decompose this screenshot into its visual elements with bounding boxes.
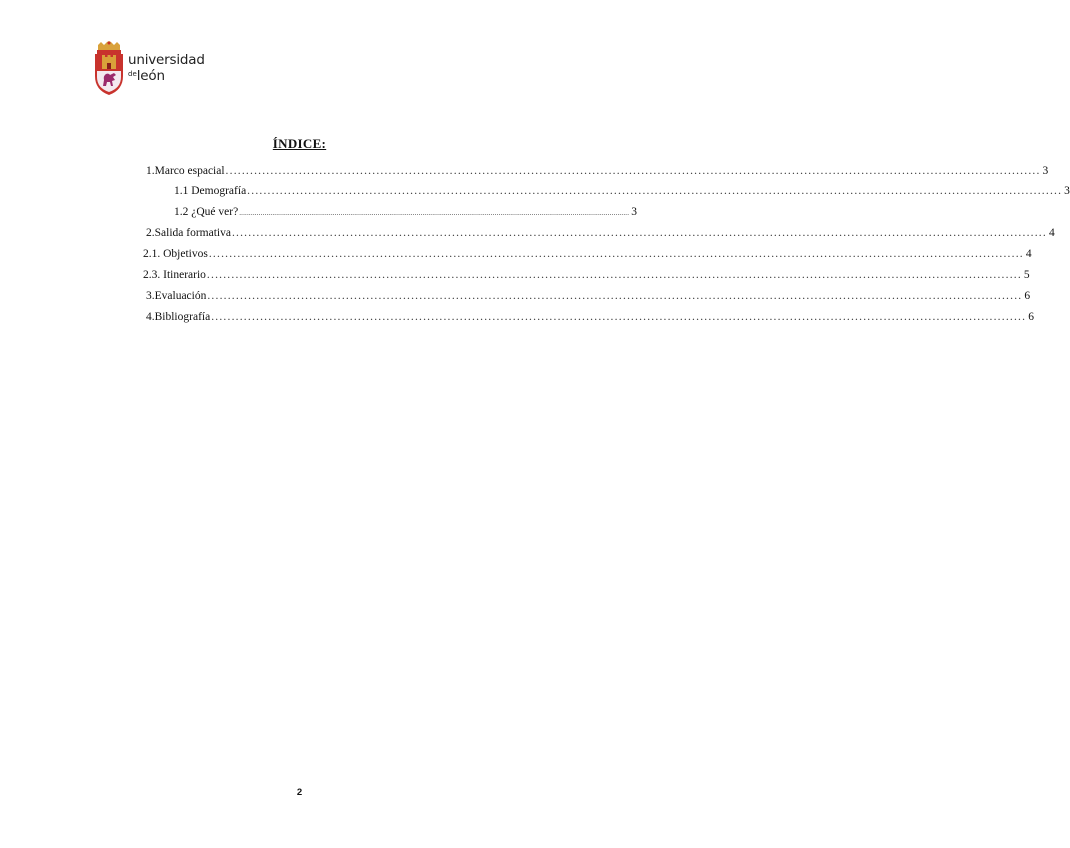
toc-dot-leader: ........................................................................................................................................................................................................ bbox=[239, 209, 630, 217]
page-number: 2 bbox=[296, 787, 303, 798]
toc-entry-page: 5 bbox=[1023, 269, 1030, 281]
toc-entry-label: 2.3. Itinerario bbox=[143, 269, 206, 281]
logo-de-text: de bbox=[128, 70, 137, 78]
toc-entry-number: 2. bbox=[146, 227, 155, 239]
toc-entry[interactable] bbox=[146, 165, 1049, 181]
toc-entry-label: Marco espacial bbox=[154, 165, 225, 177]
logo-universidad-text: universidad bbox=[128, 52, 205, 68]
toc-dot-leader: ........................................................................................................................................................................................................ bbox=[211, 311, 1027, 323]
toc-entry[interactable] bbox=[143, 248, 1032, 264]
toc-entry[interactable] bbox=[174, 185, 1070, 201]
toc-entry-number: 1. bbox=[146, 165, 155, 177]
toc-entry-page: 3 bbox=[1064, 185, 1070, 197]
toc-entry-page: 6 bbox=[1028, 311, 1034, 323]
toc-entry-page: 4 bbox=[1048, 227, 1055, 239]
toc-entry[interactable] bbox=[143, 269, 1030, 285]
toc-entry[interactable] bbox=[174, 206, 637, 222]
toc-entry-label: 2.1. Objetivos bbox=[143, 248, 208, 260]
toc-entry-number: 3. bbox=[146, 290, 155, 302]
toc-dot-leader: ........................................................................................................................................................................................................ bbox=[225, 165, 1041, 177]
toc-entry-label: Evaluación bbox=[154, 290, 207, 302]
toc-entry-label: Bibliografía bbox=[154, 311, 211, 323]
toc-entry[interactable] bbox=[146, 290, 1031, 306]
toc-entry-label: 1.1 Demografía bbox=[174, 185, 247, 197]
toc-entry-page: 6 bbox=[1024, 290, 1031, 302]
toc-entry-label: Salida formativa bbox=[154, 227, 231, 239]
toc-entry-page: 3 bbox=[631, 206, 637, 218]
toc-dot-leader: ........................................................................................................................................................................................................ bbox=[207, 290, 1023, 302]
toc-dot-leader: ........................................................................................................................................................................................................ bbox=[231, 227, 1047, 239]
toc-entry-label: 1.2 ¿Qué ver? bbox=[174, 206, 239, 218]
index-title: ÍNDICE: bbox=[272, 136, 327, 151]
toc-entry-number: 4. bbox=[146, 311, 155, 323]
toc-entry-page: 4 bbox=[1025, 248, 1032, 260]
logo-leon-text: león bbox=[136, 68, 165, 84]
toc-dot-leader: ........................................................................................................................................................................................................ bbox=[208, 248, 1024, 260]
toc-dot-leader: ........................................................................................................................................................................................................ bbox=[247, 185, 1063, 197]
toc-entry-page: 3 bbox=[1042, 165, 1049, 177]
toc-dot-leader: ........................................................................................................................................................................................................ bbox=[206, 269, 1022, 281]
toc-entry[interactable] bbox=[146, 311, 1034, 327]
toc-entry[interactable] bbox=[146, 227, 1055, 243]
